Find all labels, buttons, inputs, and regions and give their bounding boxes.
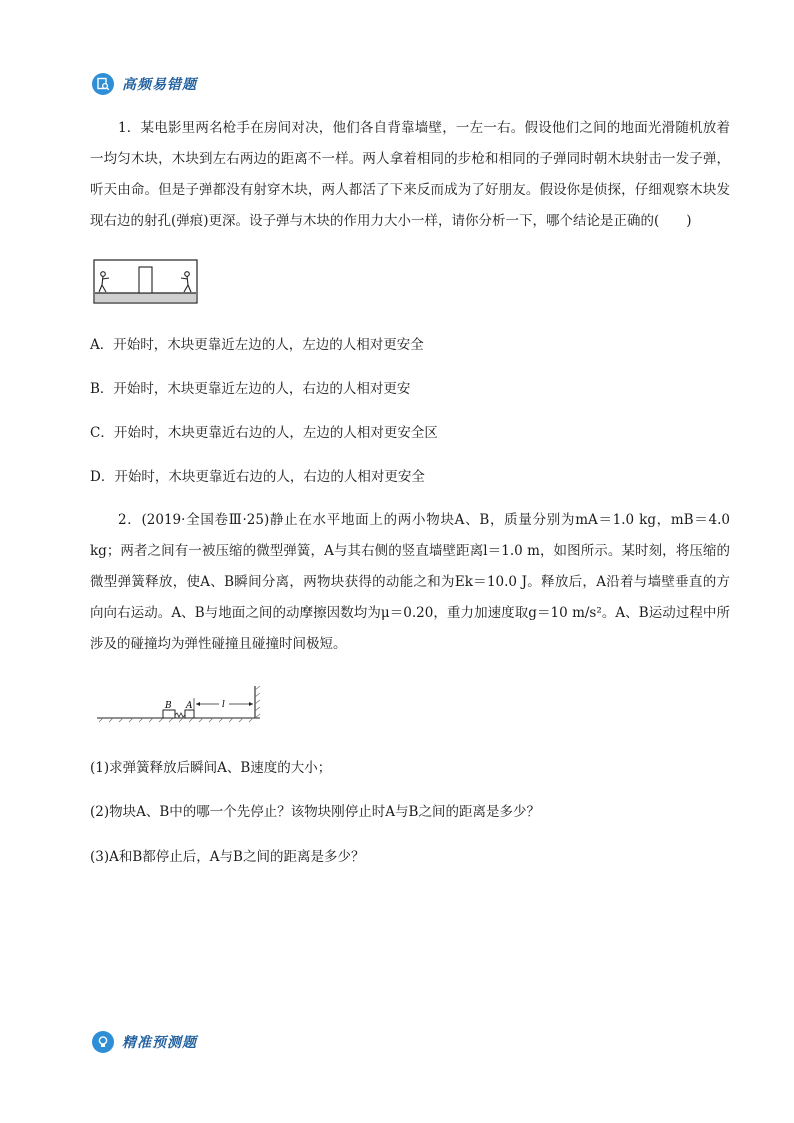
left-gunman-figure	[99, 272, 109, 292]
block-b	[163, 710, 175, 718]
section-header-frequent-errors	[92, 73, 197, 95]
label-l: l	[222, 700, 225, 710]
sub-question-1: (1)求弹簧释放后瞬间A、B速度的大小；	[90, 760, 332, 776]
question-1-text: 1．某电影里两名枪手在房间对决，他们各自背靠墙壁，一左一右。假设他们之间的地面光滑随机放着一均匀木块，木块到左右两边的距离不一样。两人拿着相同的步枪和相同的子弹同时朝木块射击一发子弹，听天由命。但是子弹都没有射穿木块，两人都活了下来反而成为了好朋友。假设你是侦探，仔细观察木块发现右边的射孔(弹痕)更深。设子弹与木块的作用力大小一样，请你分析一下，哪个结论是正确的( )	[90, 120, 730, 229]
section-title: 精准预测题	[122, 1035, 197, 1051]
question-2-text: 2．(2019·全国卷Ⅲ·25)静止在水平地面上的两小物块A、B，质量分别为mA＝1.0 kg，mB＝4.0 kg；两者之间有一被压缩的微型弹簧，A与其右侧的竖直墙壁距离l＝1.0 m，如图所示。某时刻，将压缩的微型弹簧释放，使A、B瞬间分离，两物块获得的动能之和为Ek＝10.0 J。释放后，A沿着与墙壁垂直的方向向右运动。A、B与地面之间的动摩擦因数均为μ＝0.20，重力加速度取g＝10 m/s²。A、B运动过程中所涉及的碰撞均为弹性碰撞且碰撞时间极短。	[90, 512, 730, 652]
duel-room-figure	[93, 259, 198, 304]
right-gunman-figure	[181, 272, 191, 292]
sub-question-2: (2)物块A、B中的哪一个先停止？该物块刚停止时A与B之间的距离是多少？	[90, 804, 540, 820]
option-b: B．开始时，木块更靠近左边的人，右边的人相对更安	[90, 381, 411, 397]
block-a	[185, 710, 194, 718]
option-a: A．开始时，木块更靠近左边的人，左边的人相对更安全	[90, 337, 424, 353]
option-d: D．开始时，木块更靠近右边的人，右边的人相对更安全	[90, 469, 425, 485]
spring	[175, 713, 185, 717]
lightbulb-icon	[92, 1031, 114, 1053]
section-title: 高频易错题	[122, 77, 197, 93]
blocks-wall-figure	[95, 684, 265, 724]
section-header-precise-prediction	[92, 1031, 197, 1053]
document-search-icon	[92, 73, 114, 95]
label-a: A	[186, 701, 193, 711]
sub-question-3: (3)A和B都停止后，A与B之间的距离是多少？	[90, 849, 365, 865]
option-c: C．开始时，木块更靠近右边的人，左边的人相对更安全区	[90, 425, 438, 441]
label-b: B	[165, 701, 172, 711]
